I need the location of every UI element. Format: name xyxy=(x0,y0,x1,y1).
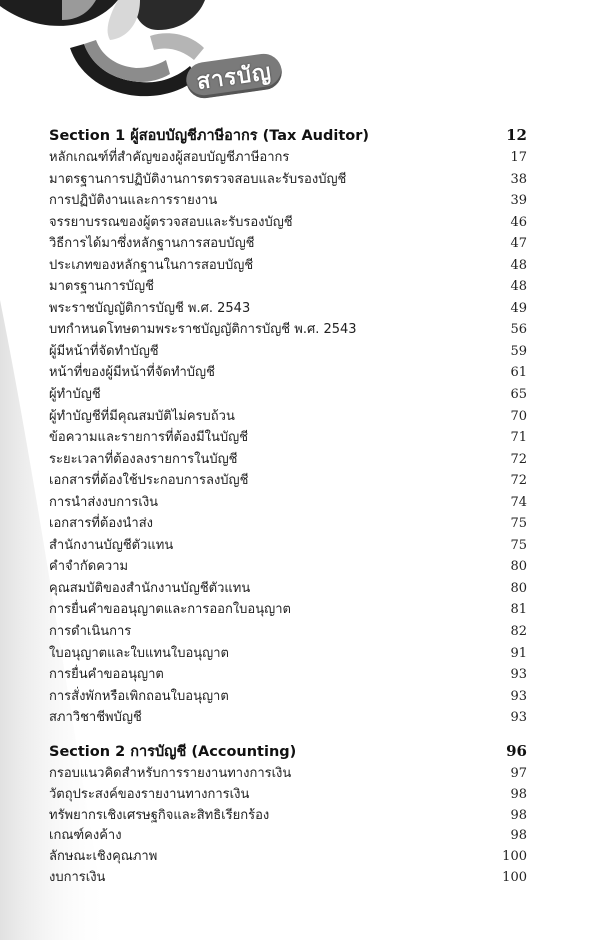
toc-entry[interactable] xyxy=(49,318,527,340)
toc-entry-label: เกณฑ์คงค้าง xyxy=(49,828,122,844)
toc-entry-label: สำนักงานบัญชีตัวแทน xyxy=(49,537,174,553)
section-1-page: 12 xyxy=(506,126,527,144)
toc-entry[interactable] xyxy=(49,663,527,685)
toc-entry-label: ประเภทของหลักฐานในการสอบบัญชี xyxy=(49,257,254,273)
toc-entry-page: 72 xyxy=(510,473,527,489)
toc-entry-label: พระราชบัญญัติการบัญชี พ.ศ. 2543 xyxy=(49,300,251,316)
toc-entry-page: 75 xyxy=(510,537,527,553)
toc-entry-page: 48 xyxy=(510,279,527,295)
section-2-heading[interactable] xyxy=(49,740,527,762)
toc-entry[interactable] xyxy=(49,275,527,297)
toc-entry[interactable] xyxy=(49,866,527,887)
toc-entry-label: วัตถุประสงค์ของรายงานทางการเงิน xyxy=(49,786,250,802)
toc-entry[interactable] xyxy=(49,577,527,599)
toc-entry-label: กรอบแนวคิดสำหรับการรายงานทางการเงิน xyxy=(49,766,292,781)
toc-entry-page: 38 xyxy=(510,171,527,187)
toc-entry-label: การสั่งพักหรือเพิกถอนใบอนุญาต xyxy=(49,688,229,704)
toc-entry-label: คุณสมบัติของสำนักงานบัญชีตัวแทน xyxy=(49,580,251,596)
toc-entry[interactable] xyxy=(49,469,527,491)
toc-entry-page: 17 xyxy=(510,150,527,165)
toc-entry-label: การดำเนินการ xyxy=(49,624,132,640)
toc-entry-page: 61 xyxy=(510,365,527,381)
toc-entry[interactable] xyxy=(49,512,527,534)
toc-entry-page: 56 xyxy=(510,322,527,338)
toc-entry-page: 93 xyxy=(510,667,527,683)
toc-entry-page: 91 xyxy=(510,645,527,661)
toc-entry-label: การยื่นคำขออนุญาตและการออกใบอนุญาต xyxy=(49,602,291,618)
toc-entry[interactable] xyxy=(49,254,527,276)
toc-entry[interactable] xyxy=(49,448,527,470)
section-1-title: Section 1 ผู้สอบบัญชีภาษีอากร (Tax Auditor) xyxy=(49,128,370,144)
toc-entry[interactable] xyxy=(49,405,527,427)
toc-entry-page: 98 xyxy=(510,828,527,844)
toc-entry-label: บทกำหนดโทษตามพระราชบัญญัติการบัญชี พ.ศ. 2543 xyxy=(49,322,357,338)
toc-entry-page: 39 xyxy=(510,193,527,209)
toc-entry[interactable] xyxy=(49,340,527,362)
toc-entry-label: ผู้มีหน้าที่จัดทำบัญชี xyxy=(49,343,159,359)
toc-entry-label: หน้าที่ของผู้มีหน้าที่จัดทำบัญชี xyxy=(49,365,215,381)
toc-entry[interactable] xyxy=(49,706,527,728)
section-2-title: Section 2 การบัญชี (Accounting) xyxy=(49,744,297,760)
toc-entry-label: ใบอนุญาตและใบแทนใบอนุญาต xyxy=(49,645,229,661)
toc-entry[interactable] xyxy=(49,146,527,168)
decor-shape-dark xyxy=(0,0,118,26)
toc-entry-label: เอกสารที่ต้องใช้ประกอบการลงบัญชี xyxy=(49,473,249,489)
toc-entry[interactable] xyxy=(49,620,527,642)
section-1-heading[interactable] xyxy=(49,124,527,146)
decor-shape-gray-2 xyxy=(150,33,204,60)
toc-entry-page: 71 xyxy=(510,430,527,446)
toc-entry-page: 93 xyxy=(510,710,527,726)
toc-entry-label: จรรยาบรรณของผู้ตรวจสอบและรับรองบัญชี xyxy=(49,214,293,230)
toc-entry-page: 97 xyxy=(510,766,527,781)
toc-entry-label: คำจำกัดความ xyxy=(49,559,129,575)
toc-entry-page: 47 xyxy=(510,236,527,252)
toc-entry[interactable] xyxy=(49,297,527,319)
decor-shape-dark-2 xyxy=(135,0,205,30)
toc-entry-page: 81 xyxy=(510,602,527,618)
toc-entry-page: 98 xyxy=(510,807,527,823)
toc-entry-label: ข้อความและรายการที่ต้องมีในบัญชี xyxy=(49,430,249,446)
toc-entry-label: มาตรฐานการปฏิบัติงานการตรวจสอบและรับรองบัญชี xyxy=(49,171,347,187)
toc-entry-page: 70 xyxy=(510,408,527,424)
toc-entry-label: งบการเงิน xyxy=(49,869,106,885)
toc-entry[interactable] xyxy=(49,642,527,664)
toc-entry-page: 75 xyxy=(510,516,527,532)
toc-entry[interactable] xyxy=(49,804,527,825)
toc-section-2 xyxy=(49,740,527,887)
toc-entry[interactable] xyxy=(49,426,527,448)
toc-entry-page: 80 xyxy=(510,559,527,575)
toc-entry-label: การปฏิบัติงานและการรายงาน xyxy=(49,193,218,209)
toc-entry[interactable] xyxy=(49,555,527,577)
toc-entry-page: 46 xyxy=(510,214,527,230)
toc-entry-page: 65 xyxy=(510,387,527,403)
toc-entry[interactable] xyxy=(49,685,527,707)
toc-entry[interactable] xyxy=(49,232,527,254)
toc-entry-page: 100 xyxy=(502,849,527,865)
toc-entry[interactable] xyxy=(49,491,527,513)
toc-entry-page: 93 xyxy=(510,688,527,704)
toc-entry-page: 80 xyxy=(510,580,527,596)
toc-entry[interactable] xyxy=(49,762,527,783)
toc-entry-page: 48 xyxy=(510,257,527,273)
toc-entry[interactable] xyxy=(49,211,527,233)
toc-entry[interactable] xyxy=(49,845,527,866)
toc-entry-label: เอกสารที่ต้องนำส่ง xyxy=(49,516,153,532)
toc-entry-label: ผู้ทำบัญชีที่มีคุณสมบัติไม่ครบถ้วน xyxy=(49,408,235,424)
toc-entry-label: การยื่นคำขออนุญาต xyxy=(49,667,164,683)
section-2-page: 96 xyxy=(506,742,527,760)
toc-entry[interactable] xyxy=(49,189,527,211)
toc-entry[interactable] xyxy=(49,383,527,405)
toc-entry[interactable] xyxy=(49,168,527,190)
toc-entry[interactable] xyxy=(49,783,527,804)
toc-entry-label: การนำส่งงบการเงิน xyxy=(49,494,159,510)
toc-entry[interactable] xyxy=(49,598,527,620)
toc-entry-label: ผู้ทำบัญชี xyxy=(49,387,101,403)
toc-entry[interactable] xyxy=(49,361,527,383)
toc-entry-page: 74 xyxy=(510,494,527,510)
toc-entry-page: 100 xyxy=(502,869,527,885)
toc-entry[interactable] xyxy=(49,824,527,845)
toc-entry-label: สภาวิชาชีพบัญชี xyxy=(49,710,142,726)
toc-entry-page: 82 xyxy=(510,624,527,640)
toc-entry[interactable] xyxy=(49,534,527,556)
toc-entry-page: 59 xyxy=(510,343,527,359)
toc-entry-label: หลักเกณฑ์ที่สำคัญของผู้สอบบัญชีภาษีอากร xyxy=(49,150,290,165)
toc-entry-label: วิธีการได้มาซึ่งหลักฐานการสอบบัญชี xyxy=(49,236,255,252)
toc-entry-page: 49 xyxy=(510,300,527,316)
contents-title: สารบัญ xyxy=(195,59,274,95)
toc-entry-label: ทรัพยากรเชิงเศรษฐกิจและสิทธิเรียกร้อง xyxy=(49,807,270,823)
toc-entry-page: 72 xyxy=(510,451,527,467)
toc-section-1 xyxy=(49,124,527,728)
toc-entry-page: 98 xyxy=(510,786,527,802)
toc-entry-label: มาตรฐานการบัญชี xyxy=(49,279,154,295)
toc-entry-label: ลักษณะเชิงคุณภาพ xyxy=(49,849,158,865)
toc-entry-label: ระยะเวลาที่ต้องลงรายการในบัญชี xyxy=(49,451,238,467)
